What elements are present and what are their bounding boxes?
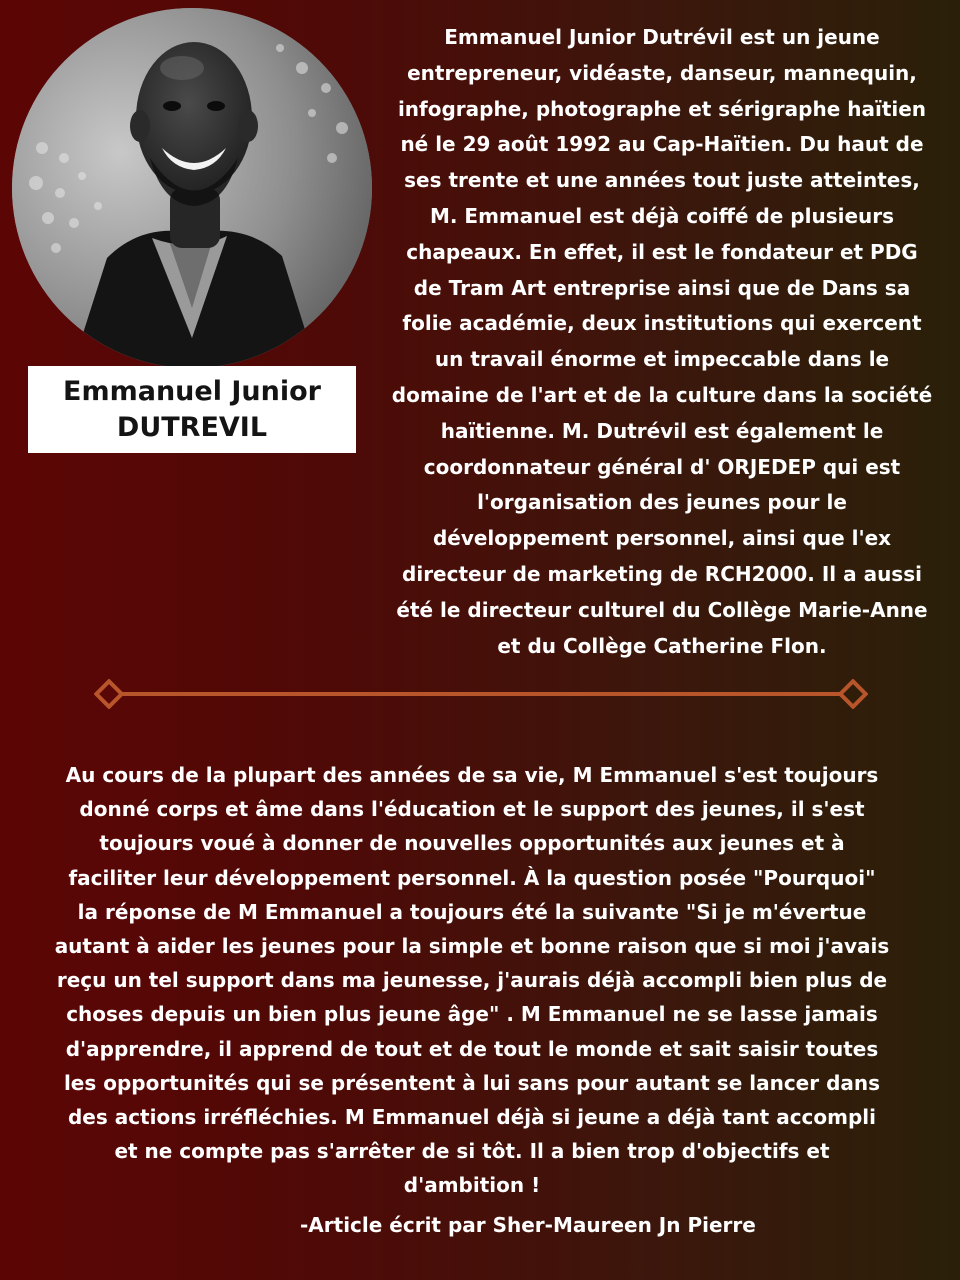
name-first: Emmanuel Junior bbox=[63, 376, 321, 407]
body-line: la réponse de M Emmanuel a toujours été la suivante "Si je m'évertue bbox=[77, 899, 867, 924]
intro-line: développement personnel, ainsi que l'ex bbox=[432, 526, 892, 551]
intro-line: Emmanuel Junior Dutrévil est un jeune bbox=[444, 25, 880, 49]
intro-line: M. Emmanuel est déjà coiffé de plusieurs bbox=[429, 203, 895, 228]
portrait-illustration bbox=[12, 8, 372, 368]
body-line: des actions irréfléchies. M Emmanuel déjà si jeune a déjà tant accompli bbox=[67, 1105, 877, 1130]
intro-line: entrepreneur, vidéaste, danseur, mannequin, bbox=[407, 60, 917, 85]
intro-line: de Tram Art entreprise ainsi que de Dans sa bbox=[413, 275, 911, 300]
intro-line: chapeaux. En effet, il est le fondateur et PDG bbox=[406, 239, 918, 264]
body-line: et ne compte pas s'arrêter de si tôt. Il a bien trop d'objectifs et bbox=[114, 1139, 830, 1164]
intro-line: coordonnateur général d' ORJEDEP qui est bbox=[423, 454, 901, 479]
intro-line: né le 29 août 1992 au Cap-Haïtien. Du haut de bbox=[400, 132, 924, 157]
body-line: Au cours de la plupart des années de sa vie, M Emmanuel s'est toujours bbox=[65, 763, 879, 787]
body-line: faciliter leur développement personnel. À la question posée "Pourquoi" bbox=[68, 865, 876, 890]
body-line: toujours voué à donner de nouvelles opportunités aux jeunes et à bbox=[99, 831, 845, 856]
body-line: d'ambition ! bbox=[403, 1173, 541, 1198]
intro-paragraph bbox=[372, 20, 952, 664]
intro-line: et du Collège Catherine Flon. bbox=[497, 633, 827, 658]
profile-photo bbox=[12, 8, 372, 368]
body-line: les opportunités qui se présentent à lui sans pour autant se lancer dans bbox=[63, 1070, 881, 1095]
author-credit: -Article écrit par Sher-Maureen Jn Pierre bbox=[300, 1213, 756, 1237]
body-line: choses depuis un bien plus jeune âge" . M Emmanuel ne se lasse jamais bbox=[66, 1002, 878, 1027]
intro-line: directeur de marketing de RCH2000. Il a aussi bbox=[402, 561, 922, 586]
divider-diamond-right bbox=[840, 681, 865, 706]
name-caption bbox=[28, 366, 356, 453]
body-paragraph bbox=[0, 758, 944, 1203]
body-line: autant à aider les jeunes pour la simple et bonne raison que si moi j'avais bbox=[54, 934, 890, 959]
divider-diamond-left bbox=[96, 681, 121, 706]
intro-line: infographe, photographe et sérigraphe haïtien bbox=[397, 96, 927, 121]
body-line: d'apprendre, il apprend de tout et de tout le monde et sait saisir toutes bbox=[65, 1036, 879, 1061]
intro-line: haïtienne. M. Dutrévil est également le bbox=[440, 418, 884, 443]
ornament-divider bbox=[94, 679, 868, 709]
body-line: donné corps et âme dans l'éducation et le support des jeunes, il s'est bbox=[79, 797, 865, 822]
intro-line: un travail énorme et impeccable dans le bbox=[434, 347, 890, 372]
intro-line: domaine de l'art et de la culture dans la société bbox=[391, 382, 933, 407]
intro-line: été le directeur culturel du Collège Marie-Anne bbox=[396, 597, 928, 622]
body-line: reçu un tel support dans ma jeunesse, j'aurais déjà accompli bien plus de bbox=[56, 968, 888, 993]
intro-line: ses trente et une années tout juste atteintes, bbox=[404, 168, 920, 193]
name-last: DUTREVIL bbox=[116, 412, 268, 443]
intro-line: folie académie, deux institutions qui exercent bbox=[402, 311, 922, 336]
intro-line: l'organisation des jeunes pour le bbox=[477, 490, 847, 515]
